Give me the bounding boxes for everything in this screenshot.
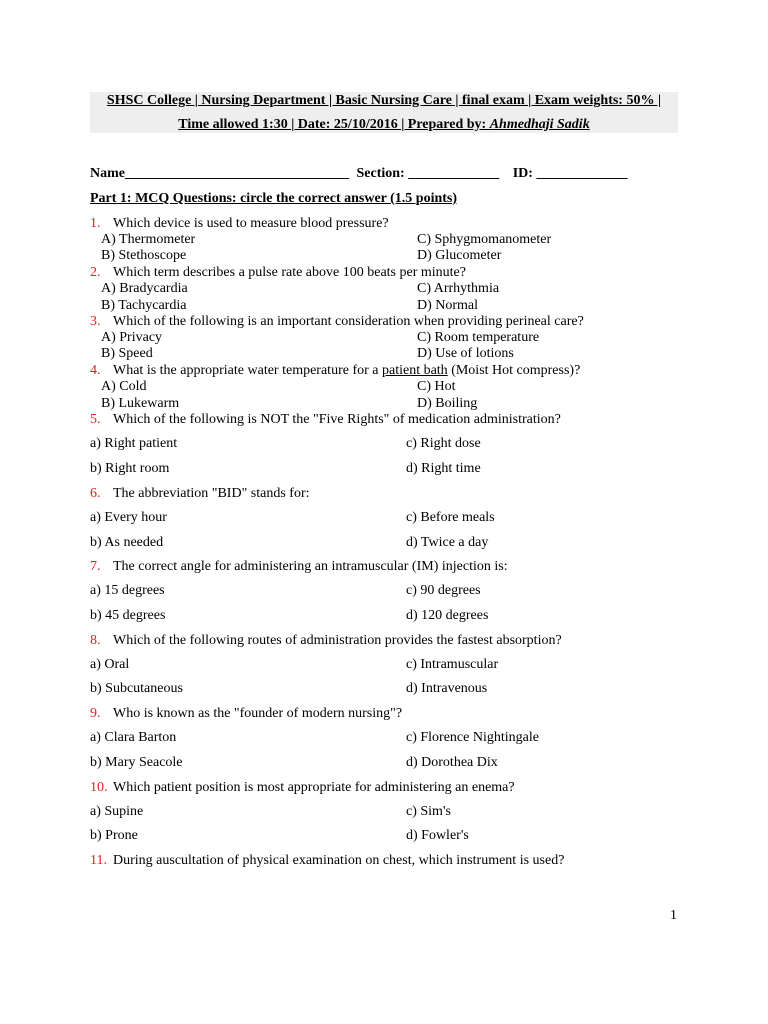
option-a: a) Clara Barton bbox=[90, 730, 177, 745]
student-info-line bbox=[90, 166, 627, 182]
question-6 bbox=[90, 486, 310, 502]
page-number: 1 bbox=[670, 908, 677, 923]
option-a: a) Every hour bbox=[90, 510, 167, 525]
option-c: c) Sim's bbox=[406, 804, 451, 819]
question-text: During auscultation of physical examination on chest, which instrument is used? bbox=[113, 853, 565, 868]
option-d: D) Normal bbox=[417, 298, 479, 313]
question-9 bbox=[90, 706, 402, 722]
option-d: d) 120 degrees bbox=[406, 608, 489, 623]
question-2 bbox=[90, 265, 466, 281]
option-a: a) Supine bbox=[90, 804, 144, 819]
question-text: Which patient position is most appropriate for administering an enema? bbox=[113, 780, 515, 795]
question-text: Which of the following is NOT the "Five Rights" of medication administration? bbox=[113, 412, 561, 427]
question-text: What is the appropriate water temperature for a bbox=[113, 363, 382, 378]
question-text-underlined: patient bath bbox=[381, 363, 448, 378]
option-c: c) Intramuscular bbox=[406, 657, 499, 672]
option-c: C) Arrhythmia bbox=[417, 281, 500, 296]
question-text: Which of the following routes of administration provides the fastest absorption? bbox=[113, 633, 562, 648]
option-b: B) Lukewarm bbox=[101, 396, 180, 411]
option-c: C) Sphygmomanometer bbox=[417, 232, 552, 247]
option-c: c) 90 degrees bbox=[406, 583, 481, 598]
question-number: 4. bbox=[90, 363, 101, 378]
question-number: 5. bbox=[90, 412, 101, 427]
question-number: 6. bbox=[90, 486, 101, 501]
name-field: Name________________________________ bbox=[90, 166, 349, 181]
option-b: b) 45 degrees bbox=[90, 608, 166, 623]
option-c: C) Hot bbox=[417, 379, 456, 394]
question-5 bbox=[90, 412, 561, 428]
question-8 bbox=[90, 633, 562, 649]
author-name: Ahmedhaji Sadik bbox=[489, 117, 590, 132]
option-d: d) Fowler's bbox=[406, 828, 469, 843]
question-text: Which device is used to measure blood pressure? bbox=[113, 216, 389, 231]
question-number: 10. bbox=[90, 780, 108, 795]
option-a: A) Cold bbox=[101, 379, 147, 394]
option-c: c) Right dose bbox=[406, 436, 481, 451]
option-a: A) Thermometer bbox=[101, 232, 196, 247]
question-10 bbox=[90, 780, 515, 796]
option-d: D) Glucometer bbox=[417, 248, 502, 263]
question-11 bbox=[90, 853, 564, 869]
question-4 bbox=[90, 363, 580, 379]
header-line-2-text: Time allowed 1:30 | Date: 25/10/2016 | Prepared by: bbox=[178, 117, 490, 132]
question-number: 11. bbox=[90, 853, 107, 868]
section-field: Section: _____________ bbox=[356, 166, 500, 181]
question-text: Which of the following is an important consideration when providing perineal care? bbox=[113, 314, 584, 329]
question-1 bbox=[90, 216, 389, 232]
question-number: 8. bbox=[90, 633, 101, 648]
option-d: d) Twice a day bbox=[406, 535, 489, 550]
option-b: b) As needed bbox=[90, 535, 164, 550]
question-number: 1. bbox=[90, 216, 101, 231]
header-line-1 bbox=[90, 93, 678, 109]
question-text: The correct angle for administering an intramuscular (IM) injection is: bbox=[113, 559, 508, 574]
question-number: 7. bbox=[90, 559, 101, 574]
question-number: 3. bbox=[90, 314, 101, 329]
part1-title: Part 1: MCQ Questions: circle the correct answer (1.5 points) bbox=[90, 191, 458, 206]
question-7 bbox=[90, 559, 508, 575]
question-text: Which term describes a pulse rate above 100 beats per minute? bbox=[113, 265, 466, 280]
question-text: Who is known as the "founder of modern nursing"? bbox=[113, 706, 403, 721]
option-d: d) Right time bbox=[406, 461, 481, 476]
option-b: B) Stethoscope bbox=[101, 248, 187, 263]
question-3 bbox=[90, 314, 584, 330]
option-a: A) Bradycardia bbox=[101, 281, 188, 296]
option-c: c) Before meals bbox=[406, 510, 495, 525]
question-number: 2. bbox=[90, 265, 101, 280]
option-a: A) Privacy bbox=[101, 330, 163, 345]
header-line-1-text: SHSC College | Nursing Department | Basic Nursing Care | final exam | Exam weights: 50% | bbox=[106, 93, 662, 108]
question-number: 9. bbox=[90, 706, 101, 721]
question-text: The abbreviation "BID" stands for: bbox=[113, 486, 310, 501]
option-d: d) Intravenous bbox=[406, 681, 488, 696]
option-c: c) Florence Nightingale bbox=[406, 730, 539, 745]
option-b: b) Subcutaneous bbox=[90, 681, 183, 696]
option-a: a) 15 degrees bbox=[90, 583, 165, 598]
option-b: b) Prone bbox=[90, 828, 138, 843]
option-a: a) Right patient bbox=[90, 436, 178, 451]
option-b: B) Speed bbox=[101, 346, 153, 361]
option-c: C) Room temperature bbox=[417, 330, 540, 345]
option-b: b) Mary Seacole bbox=[90, 755, 183, 770]
question-text-end: (Moist Hot compress)? bbox=[447, 363, 581, 378]
id-field: ID: _____________ bbox=[512, 166, 628, 181]
option-b: b) Right room bbox=[90, 461, 170, 476]
option-d: D) Use of lotions bbox=[417, 346, 514, 361]
option-d: d) Dorothea Dix bbox=[406, 755, 498, 770]
option-b: B) Tachycardia bbox=[101, 298, 187, 313]
option-a: a) Oral bbox=[90, 657, 130, 672]
option-d: D) Boiling bbox=[417, 396, 478, 411]
header-line-2 bbox=[90, 117, 678, 133]
